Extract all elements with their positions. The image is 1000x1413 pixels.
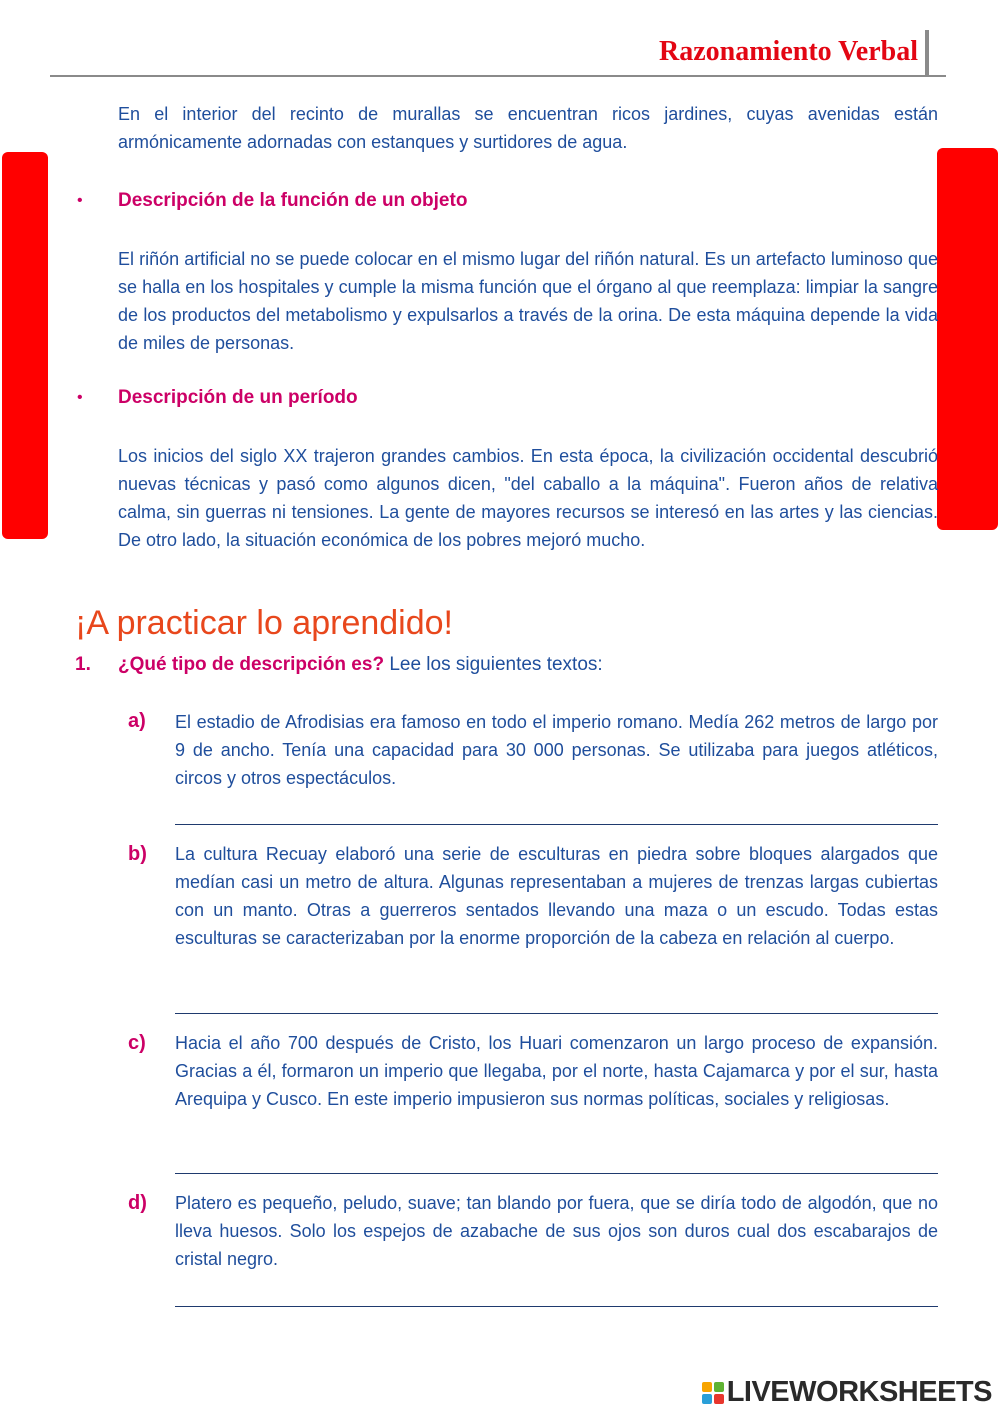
item-label-c: c) xyxy=(128,1032,146,1054)
answer-line-c[interactable] xyxy=(175,1173,938,1174)
left-side-bar xyxy=(2,152,48,539)
liveworksheets-logo-icon xyxy=(702,1382,724,1404)
header-divider xyxy=(50,75,946,77)
item-text-c: Hacia el año 700 después de Cristo, los Huari comenzaron un largo proceso de expansión. Gracias a él, formaron un imperio que llegaba, por el norte, hasta Cajamarca y por el sur, hasta Arequipa y Cusco. En este imperio impusieron sus normas políticas, sociales y religiosas. xyxy=(175,1033,938,1109)
item-text-d: Platero es pequeño, peludo, suave; tan blando por fuera, que se diría todo de algodón, que no lleva huesos. Solo los espejos de azabache de sus ojos son duros cual dos escabarajos de cristal negro. xyxy=(175,1193,938,1269)
answer-line-d[interactable] xyxy=(175,1306,938,1307)
page-header-title: Razonamiento Verbal xyxy=(659,36,918,67)
section-text-function: El riñón artificial no se puede colocar en el mismo lugar del riñón natural. Es un artefacto luminoso que se halla en los hospitales y cumple la misma función que el órgano al que reemplaza: limpiar la sangre de los productos del metabolismo y expulsarlos a través de la orina. De esta máquina depende la vida de miles de personas. xyxy=(118,249,938,353)
practice-title: ¡A practicar lo aprendido! xyxy=(75,604,453,642)
item-label-a: a) xyxy=(128,710,146,732)
header-vertical-bar xyxy=(925,30,929,77)
liveworksheets-logo xyxy=(702,1376,992,1409)
section-heading-function: Descripción de la función de un objeto xyxy=(118,190,468,211)
item-label-b: b) xyxy=(128,843,147,865)
right-side-bar xyxy=(937,148,998,530)
question-bold-text: ¿Qué tipo de descripción es? xyxy=(118,654,385,675)
question-number: 1. xyxy=(75,654,91,675)
item-text-a: El estadio de Afrodisias era famoso en todo el imperio romano. Medía 262 metros de largo por 9 de ancho. Tenía una capacidad para 30 000 personas. Se utilizaba para juegos atléticos, circos y otros espectáculos. xyxy=(175,712,938,788)
answer-line-b[interactable] xyxy=(175,1013,938,1014)
bullet-icon: • xyxy=(77,389,83,406)
answer-line-a[interactable] xyxy=(175,824,938,825)
logo-square-red xyxy=(714,1394,724,1404)
section-text-period: Los inicios del siglo XX trajeron grandes cambios. En esta época, la civilización occidental descubrió nuevas técnicas y pasó como algunos dicen, "del caballo a la máquina". Fueron años de relativa calma, sin guerras ni tensiones. La gente de mayores recursos se interesó en las artes y las ciencias. De otro lado, la situación económica de los pobres mejoró mucho. xyxy=(118,446,938,550)
section-heading-period: Descripción de un período xyxy=(118,387,358,408)
question-instruction: Lee los siguientes textos: xyxy=(384,654,603,675)
logo-square-blue xyxy=(702,1394,712,1404)
logo-square-green xyxy=(714,1382,724,1392)
intro-paragraph: En el interior del recinto de murallas se encuentran ricos jardines, cuyas avenidas están armónicamente adornadas con estanques y surtidores de agua. xyxy=(118,104,938,152)
logo-square-yellow xyxy=(702,1382,712,1392)
question-prompt xyxy=(118,654,603,676)
item-label-d: d) xyxy=(128,1192,147,1214)
liveworksheets-logo-text: LIVEWORKSHEETS xyxy=(726,1376,992,1408)
item-text-b: La cultura Recuay elaboró una serie de esculturas en piedra sobre bloques alargados que medían casi un metro de altura. Algunas representaban a mujeres de trenzas largas cubiertas con un manto. Otras a guerreros sentados llevando una maza o un escudo. Todas estas esculturas se caracterizaban por la enorme proporción de la cabeza en relación al cuerpo. xyxy=(175,844,938,948)
bullet-icon: • xyxy=(77,192,83,209)
